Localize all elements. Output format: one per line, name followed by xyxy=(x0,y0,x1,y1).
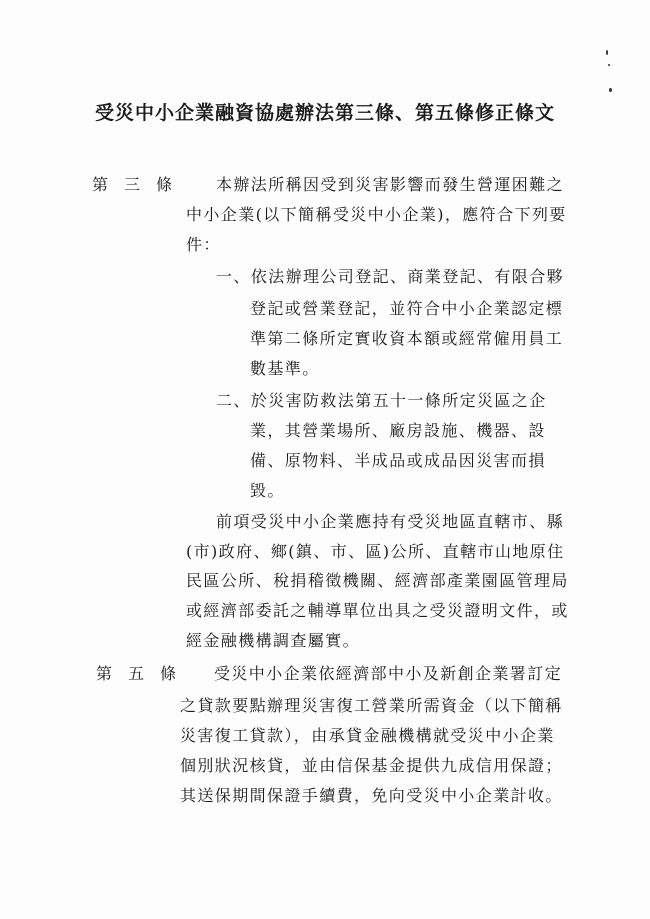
document-title: 受災中小企業融資協處辦法第三條、第五條修正條文 xyxy=(94,102,555,124)
paragraph-2-line-5: 經金融機構調查屬實。 xyxy=(186,631,361,650)
item-2-line-1: 二、於災害防救法第五十一條所定災區之企 xyxy=(216,391,547,410)
article-5-line-4: 個別狀況核貸，並由信保基金提供九成信用保證； xyxy=(180,756,563,775)
article-5-line-2: 之貸款要點辦理災害復工營業所需資金（以下簡稱 xyxy=(180,696,563,715)
article-3-label: 第 三 條 xyxy=(92,175,173,194)
item-1-line-2: 登記或營業登記，並符合中小企業認定標 xyxy=(250,299,564,318)
paragraph-2-line-2: (市)政府、鄉(鎮、市、區)公所、直轄市山地原住 xyxy=(186,542,565,561)
item-1-line-4: 數基準。 xyxy=(250,359,320,378)
item-2-line-3: 備、原物料、半成品或成品因災害而損 xyxy=(250,451,546,470)
article-5-line-5: 其送保期間保證手續費，免向受災中小企業計收。 xyxy=(180,786,563,805)
article-5-label: 第 五 條 xyxy=(96,664,177,683)
paragraph-2-line-4: 或經濟部委託之輔導單位出具之受災證明文件，或 xyxy=(186,601,569,620)
item-2-line-4: 毀。 xyxy=(250,481,285,500)
item-1-line-3: 準第二條所定實收資本額或經常僱用員工 xyxy=(250,329,564,348)
article-3-line-2: 中小企業(以下簡稱受災中小企業)，應符合下列要 xyxy=(186,205,567,224)
item-1-line-1: 一、依法辦理公司登記、商業登記、有限合夥 xyxy=(216,267,565,286)
article-5-line-1: 受災中小企業依經濟部中小及新創企業署訂定 xyxy=(214,664,563,683)
article-5-line-3: 災害復工貸款），由承貸金融機構就受災中小企業 xyxy=(180,726,555,745)
article-3-line-1: 本辦法所稱因受到災害影響而發生營運困難之 xyxy=(216,175,565,194)
paragraph-2-line-3: 民區公所、稅捐稽徵機關、經濟部產業園區管理局 xyxy=(186,571,569,590)
paragraph-2-line-1: 前項受災中小企業應持有受災地區直轄市、縣 xyxy=(216,512,565,531)
article-3-line-3: 件： xyxy=(186,235,221,254)
item-2-line-2: 業，其營業場所、廠房設施、機器、設 xyxy=(250,421,546,440)
